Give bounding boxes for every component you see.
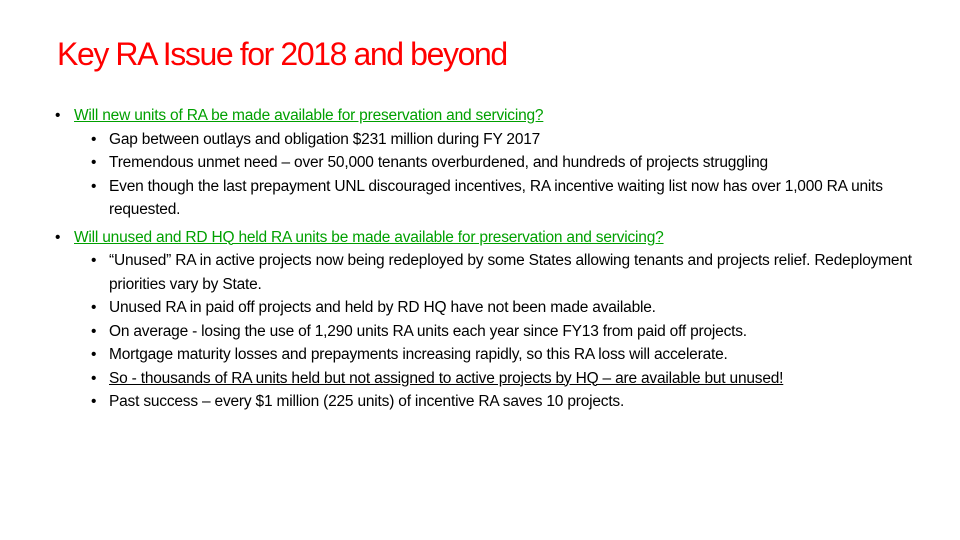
list-item: [55, 390, 915, 414]
bullet-icon: •: [91, 369, 97, 387]
list-item: [55, 151, 915, 175]
section-heading-unused-units: [55, 226, 915, 250]
section-heading-new-units: [55, 104, 915, 128]
list-item: [55, 249, 915, 296]
slide-title: Key RA Issue for 2018 and beyond: [57, 36, 507, 72]
list-item-text: Even though the last prepayment UNL discouraged incentives, RA incentive waiting list now has over 1,000 RA units requested.: [109, 177, 883, 218]
list-item: [55, 128, 915, 152]
list-item-text: So - thousands of RA units held but not assigned to active projects by HQ – are available but unused!: [109, 369, 784, 387]
bullet-icon: •: [91, 322, 97, 340]
list-item: [55, 296, 915, 320]
bullet-icon: •: [91, 299, 97, 316]
bullet-icon: •: [91, 346, 97, 363]
list-item-text: Mortgage maturity losses and prepayments increasing rapidly, so this RA loss will accelerate.: [109, 346, 728, 363]
list-item-text: Past success – every $1 million (225 units) of incentive RA saves 10 projects.: [109, 393, 625, 410]
list-item-text: “Unused” RA in active projects now being redeployed by some States allowing tenants and projects relief. Redeployment priorities vary by State.: [109, 252, 912, 293]
section-heading-text: Will new units of RA be made available for preservation and servicing?: [74, 107, 544, 124]
list-item: [55, 320, 915, 344]
list-item-text: On average - losing the use of 1,290 units RA units each year since FY13 from paid off projects.: [109, 322, 747, 340]
bullet-icon: •: [91, 393, 97, 410]
slide-body: [55, 104, 915, 414]
list-item-text: Unused RA in paid off projects and held by RD HQ have not been made available.: [109, 299, 656, 316]
bullet-icon: •: [91, 252, 97, 269]
section-heading-text: Will unused and RD HQ held RA units be made available for preservation and servicing?: [74, 228, 664, 246]
list-item-text: Tremendous unmet need – over 50,000 tenants overburdened, and hundreds of projects struggling: [109, 154, 768, 171]
bullet-icon: •: [91, 154, 97, 171]
list-item: [55, 367, 915, 391]
bullet-icon: •: [55, 107, 61, 124]
list-item: [55, 343, 915, 367]
bullet-icon: •: [91, 130, 97, 148]
list-item-text: Gap between outlays and obligation $231 million during FY 2017: [109, 130, 541, 148]
list-item: [55, 175, 915, 222]
bullet-icon: •: [55, 228, 61, 246]
bullet-icon: •: [91, 177, 97, 195]
